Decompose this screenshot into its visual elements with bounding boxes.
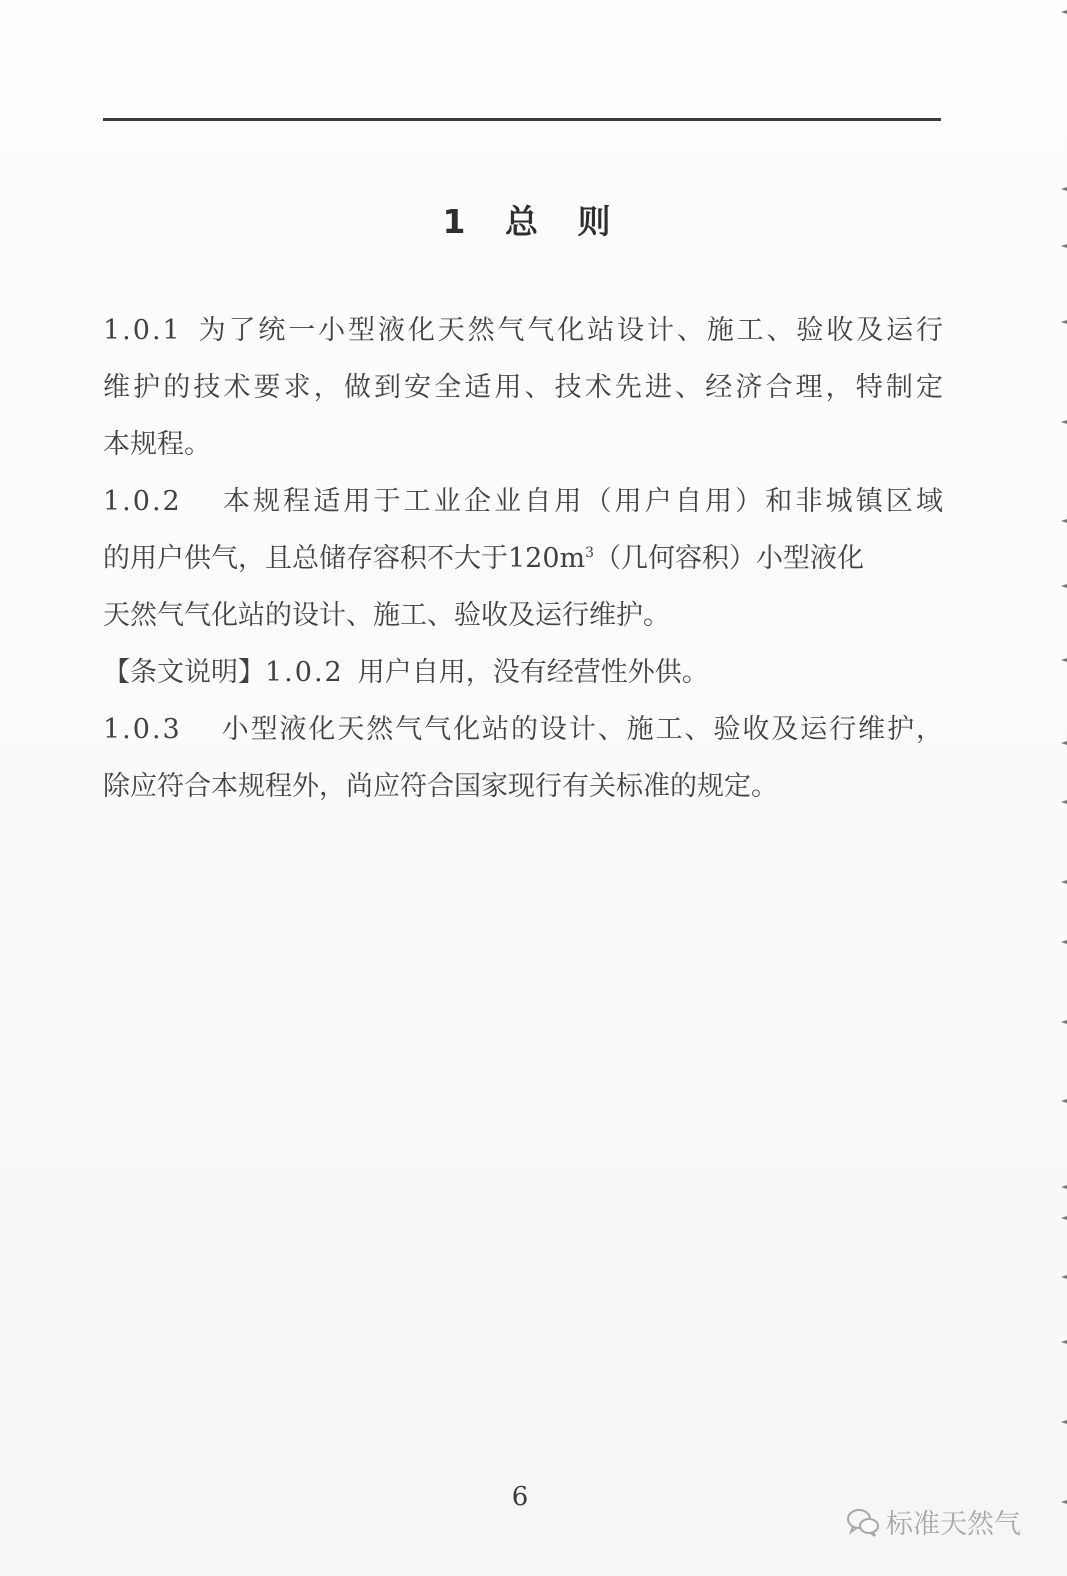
watermark-text: 标准天然气 [886,1509,1021,1540]
clause-1-0-1-line-3: 本规程。 [103,429,211,460]
note-text: 用户自用，没有经营性外供。 [357,657,709,688]
clause-1-0-3-line-2: 除应符合本规程外，尚应符合国家现行有关标准的规定。 [103,771,778,802]
note-number: 1.0.2 [265,657,344,688]
clause-number: 1.0.1 [103,315,182,346]
clause-1-0-3-line-1 [103,701,943,758]
note-prefix: 【条文说明】 [103,657,265,688]
watermark [846,1502,1021,1541]
body-text [103,302,943,815]
clause-text: 的用户供气，且总储存容积不大于 [103,543,508,574]
clause-1-0-1-line-2: 维护的技术要求，做到安全适用、技术先进、经济合理，特制定 [103,372,943,403]
wechat-icon [846,1507,880,1537]
clause-text: 本规程适用于工业企业自用（用户自用）和非城镇区域 [219,486,943,517]
header-rule [103,118,941,121]
volume-exponent: 3 [585,545,595,561]
scan-edge-marks [1053,0,1067,1576]
clause-1-0-1-line-1 [103,302,943,359]
clause-text: 小型液化天然气气化站的设计、施工、验收及运行维护， [219,714,943,745]
clause-number: 1.0.3 [103,714,182,745]
volume-value: 120m [508,543,586,574]
chapter-title: 1 总 则 [442,202,625,241]
clause-text: 为了统一小型液化天然气气化站设计、施工、验收及运行 [195,315,943,346]
clause-1-0-2-line-1 [103,473,943,530]
volume-suffix: （几何容积）小型液化 [594,543,865,574]
clause-number: 1.0.2 [103,486,182,517]
clause-1-0-2-line-2 [103,530,943,587]
clause-1-0-2-line-3: 天然气气化站的设计、施工、验收及运行维护。 [103,600,670,631]
clause-note [103,644,943,701]
page-number: 6 [511,1482,529,1512]
